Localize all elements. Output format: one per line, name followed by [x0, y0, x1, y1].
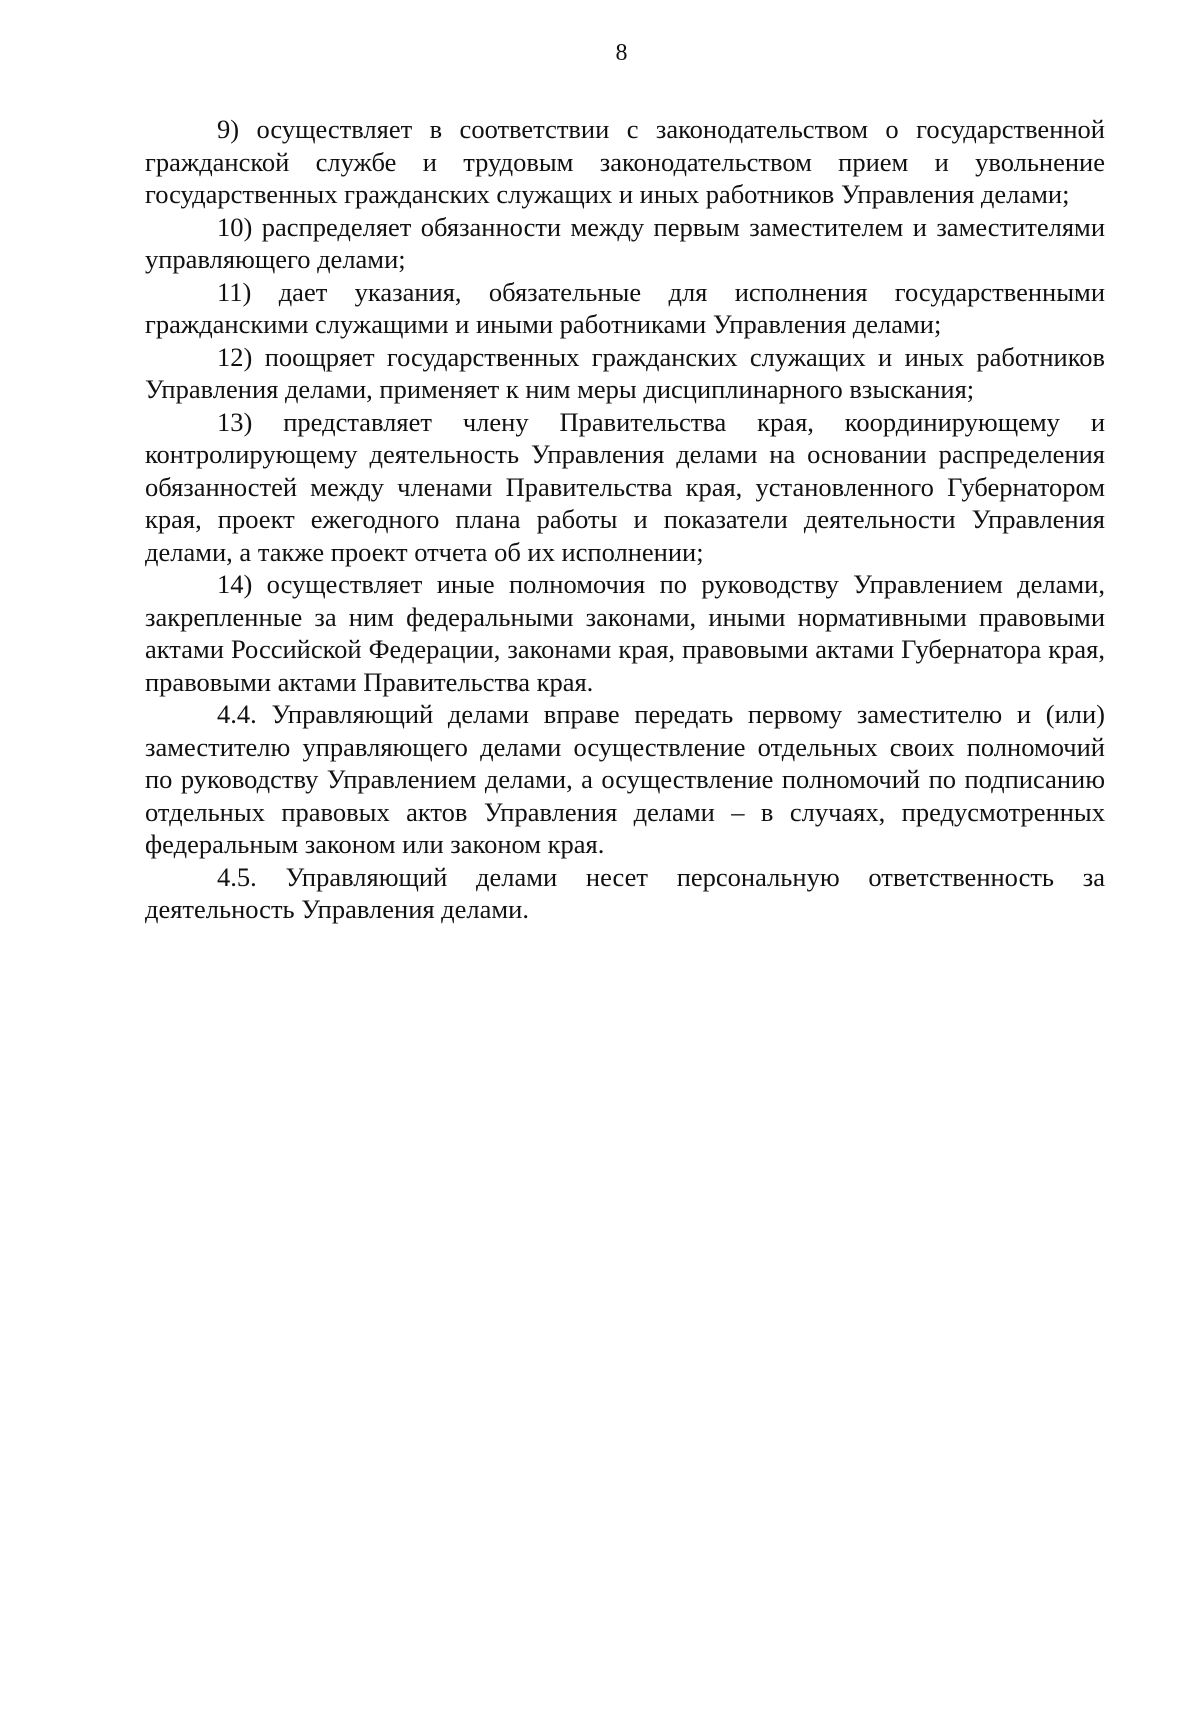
paragraph-item-10: 10) распределяет обязанности между первым заместителем и заместителями управляющего делами; — [145, 211, 1105, 274]
document-body — [145, 113, 1105, 926]
paragraph-item-13: 13) представляет члену Правительства края, координирующему и контролирующему деятельность Управления делами на основании распределения обязанностей между членами Правительства края, установленного Губернатором края, проект ежегодного плана работы и показатели деятельности Управления делами, а также проект отчета об их исполнении; — [145, 406, 1105, 567]
paragraph-section-4-5: 4.5. Управляющий делами несет персональную ответственность за деятельность Управления делами. — [145, 861, 1105, 924]
paragraph-item-11: 11) дает указания, обязательные для исполнения государственными гражданскими служащими и иными работниками Управления делами; — [145, 276, 1105, 339]
paragraph-item-12: 12) поощряет государственных гражданских служащих и иных работников Управления делами, применяет к ним меры дисциплинарного взыскания; — [145, 341, 1105, 404]
paragraph-item-9: 9) осуществляет в соответствии с законодательством о государственной гражданской службе и трудовым законодательством прием и увольнение государственных гражданских служащих и иных работников Управления делами; — [145, 114, 1105, 209]
paragraph-item-14: 14) осуществляет иные полномочия по руководству Управлением делами, закрепленные за ним федеральными законами, иными нормативными правовыми актами Российской Федерации, законами края, правовыми актами Губернатора края, правовыми актами Правительства края. — [145, 569, 1105, 697]
paragraph-section-4-4: 4.4. Управляющий делами вправе передать первому заместителю и (или) заместителю управляющего делами осуществление отдельных своих полномочий по руководству Управлением делами, а осуществление полномочий по подписанию отдельных правовых актов Управления делами – в случаях, предусмотренных федеральным законом или законом края. — [145, 699, 1105, 859]
page-number: 8 — [615, 40, 628, 66]
